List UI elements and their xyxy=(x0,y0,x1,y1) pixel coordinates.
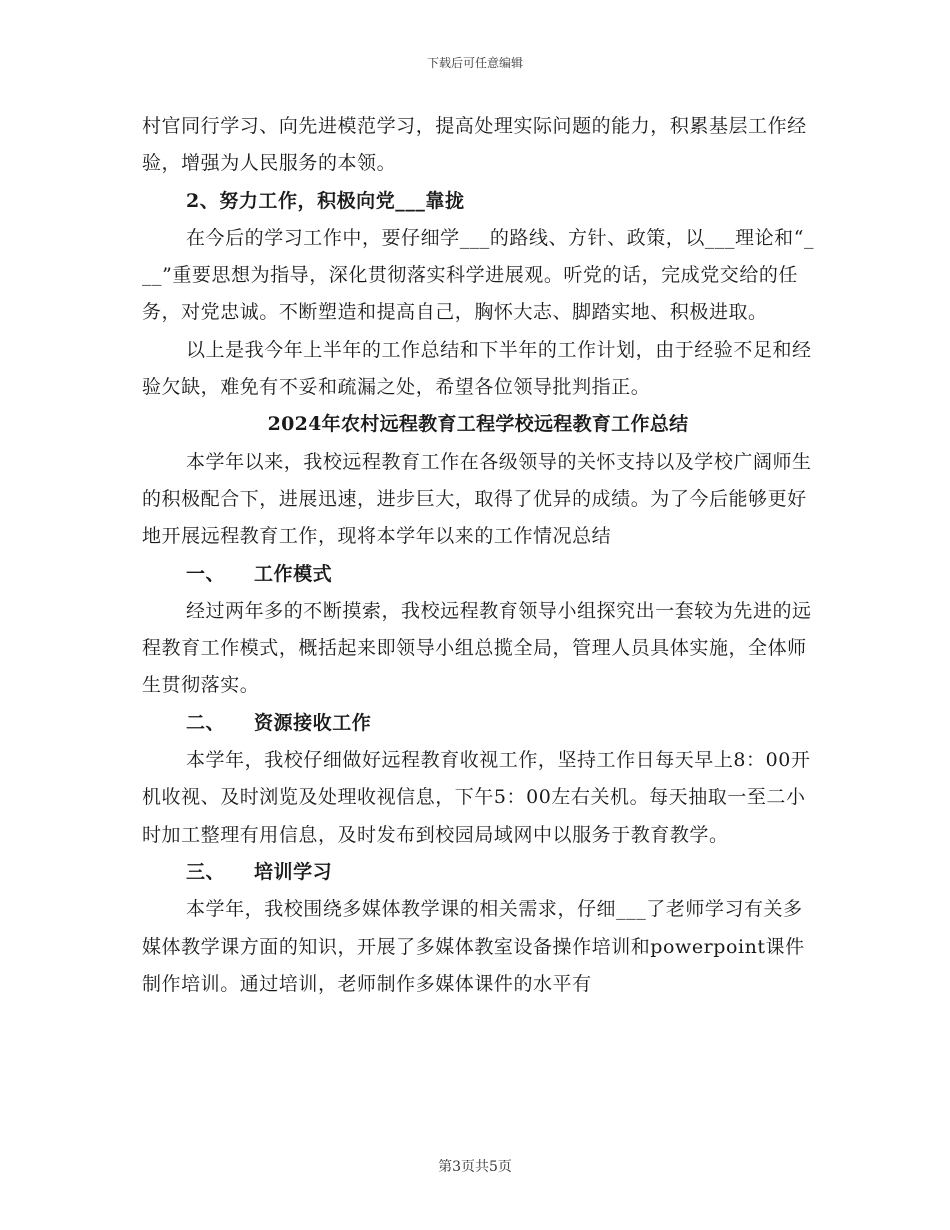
section-heading-1 xyxy=(142,556,814,593)
paragraph-work-mode: 经过两年多的不断摸索，我校远程教育领导小组探究出一套较为先进的远程教育工作模式，概括起来即领导小组总揽全局，管理人员具体实施，全体师生贯彻落实。 xyxy=(142,599,812,697)
page-footer: 第3页共5页 xyxy=(438,1159,512,1175)
section-label-1: 工作模式 xyxy=(254,562,333,585)
document-title: 2024年农村远程教育工程学校远程教育工作总结 xyxy=(267,413,689,436)
paragraph-training: 本学年，我校围绕多媒体教学课的相关需求，仔细___了老师学习有关多媒体教学课方面的知识，开展了多媒体教室设备操作培训和powerpoint课件制作培训。通过培训，老师制作多媒体课件的水平有 xyxy=(142,898,805,995)
paragraph-resource-receiving: 本学年，我校仔细做好远程教育收视工作，坚持工作日每天早上8：00开机收视、及时浏览及处理收视信息，下午5：00左右关机。每天抽取一至二小时加工整理有用信息，及时发布到校园局域网中以服务于教育教学。 xyxy=(142,749,811,846)
section-label-3: 培训学习 xyxy=(254,860,333,883)
section-number-3: 三、 xyxy=(186,860,226,883)
page-header: 下载后可任意编辑 xyxy=(426,56,523,70)
section-heading-3 xyxy=(142,854,814,891)
section-number-1: 一、 xyxy=(186,562,226,585)
paragraph-intro: 本学年以来，我校远程教育工作在各级领导的关怀支持以及学校广阔师生的积极配合下，进展迅速，进步巨大，取得了优异的成绩。为了今后能够更好地开展远程教育工作，现将本学年以来的工作情况总结 xyxy=(142,450,812,548)
paragraph-study-plan: 在今后的学习工作中，要仔细学___的路线、方针、政策，以___理论和“___”重要思想为指导，深化贯彻落实科学进展观。听党的话，完成党交给的任务，对党忠诚。不断塑造和提高自己，胸怀大志、脚踏实地、积极进取。 xyxy=(142,226,815,324)
paragraph-conclusion: 以上是我今年上半年的工作总结和下半年的工作计划，由于经验不足和经验欠缺，难免有不妥和疏漏之处，希望各位领导批判指正。 xyxy=(142,338,812,399)
subheading-2: 2、努力工作，积极向党___靠拢 xyxy=(186,189,465,212)
section-label-2: 资源接收工作 xyxy=(254,711,372,734)
section-heading-2 xyxy=(142,705,814,742)
document-body xyxy=(142,108,814,1003)
section-number-2: 二、 xyxy=(186,711,226,734)
paragraph-continued: 村官同行学习、向先进模范学习，提高处理实际问题的能力，积累基层工作经验，增强为人民服务的本领。 xyxy=(142,115,807,175)
